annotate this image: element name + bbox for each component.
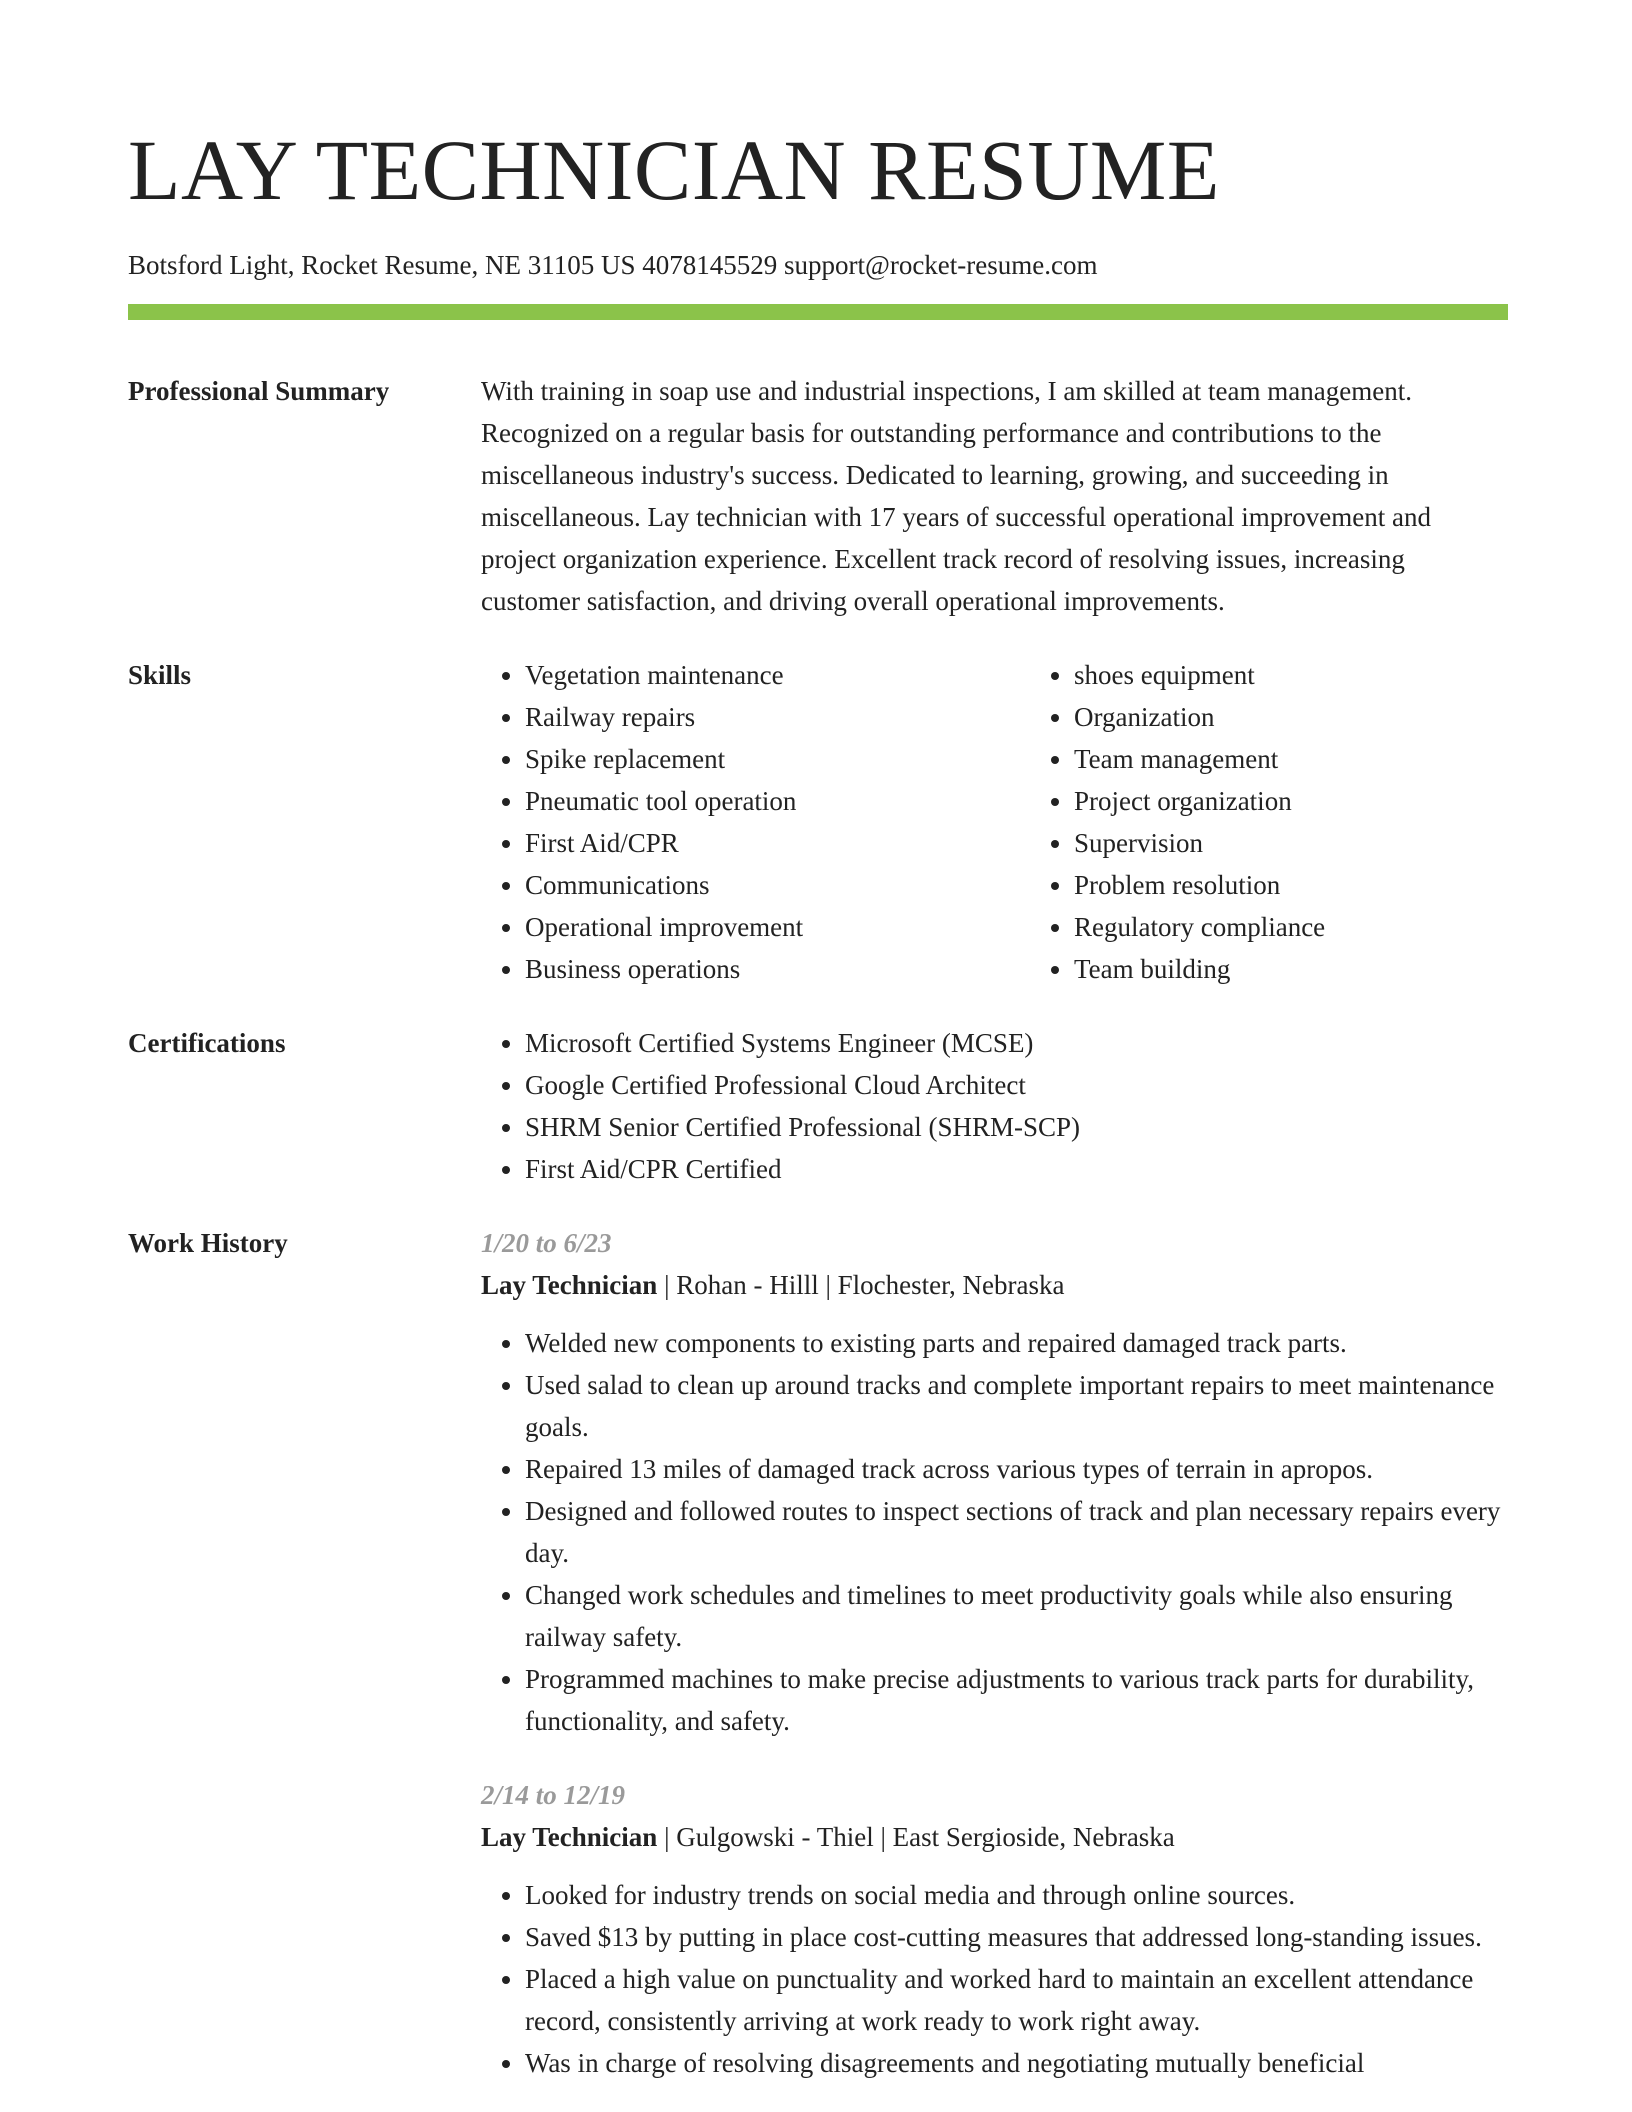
resume-title: LAY TECHNICIAN RESUME: [128, 122, 1220, 218]
skill-item: • Regulatory compliance: [1074, 906, 1579, 948]
job-bullet: • Was in charge of resolving disagreements and negotiating mutually beneficial: [525, 2042, 1508, 2084]
skill-item: • Organization: [1074, 696, 1579, 738]
skill-item: • Team building: [1074, 948, 1579, 990]
job-bullet: • Used salad to clean up around tracks and complete important repairs to meet maintenance goals.: [525, 1364, 1508, 1448]
certifications-section: [128, 1022, 1508, 1190]
job-role: Lay Technician: [481, 1822, 658, 1852]
job-role: Lay Technician: [481, 1270, 658, 1300]
skill-item: • Railway repairs: [525, 696, 1030, 738]
job-bullets: [481, 1874, 1508, 2084]
certification-item: • First Aid/CPR Certified: [525, 1148, 1508, 1190]
job-dates: 1/20 to 6/23: [481, 1228, 612, 1258]
job-heading: [481, 1264, 1508, 1306]
skill-item: • First Aid/CPR: [525, 822, 1030, 864]
work-history-label: Work History: [128, 1228, 288, 1258]
skill-item: • Operational improvement: [525, 906, 1030, 948]
skill-item: • shoes equipment: [1074, 654, 1579, 696]
skill-item: • Communications: [525, 864, 1030, 906]
job-details: | Gulgowski - Thiel | East Sergioside, Nebraska: [657, 1822, 1175, 1852]
job-bullet: • Repaired 13 miles of damaged track across various types of terrain in apropos.: [525, 1448, 1508, 1490]
summary-text: With training in soap use and industrial inspections, I am skilled at team management. Recognized on a regular basis for outstanding performance and contributions to the miscellaneous industry's success. Dedicated to learning, growing, and succeeding in miscellaneous. Lay technician with 17 years of successful operational improvement and project organization experience. Excellent track record of resolving issues, increasing customer satisfaction, and driving overall operational improvements.: [481, 376, 1431, 616]
skills-section: [128, 654, 1508, 990]
skill-item: • Problem resolution: [1074, 864, 1579, 906]
skill-item: • Business operations: [525, 948, 1030, 990]
skills-label: Skills: [128, 660, 192, 690]
skills-list-right: [1030, 654, 1579, 990]
certifications-label: Certifications: [128, 1028, 286, 1058]
certification-item: • Microsoft Certified Systems Engineer (MCSE): [525, 1022, 1508, 1064]
contact-email: support@rocket-resume.com: [783, 250, 1098, 280]
job-bullet: • Saved $13 by putting in place cost-cutting measures that addressed long-standing issues.: [525, 1916, 1508, 1958]
job-bullet: • Changed work schedules and timelines to meet productivity goals while also ensuring railway safety.: [525, 1574, 1508, 1658]
skill-item: • Spike replacement: [525, 738, 1030, 780]
summary-label: Professional Summary: [128, 376, 390, 406]
summary-section: [128, 370, 1508, 622]
job-bullet: • Placed a high value on punctuality and worked hard to maintain an excellent attendance record, consistently arriving at work ready to work right away.: [525, 1958, 1508, 2042]
contact-address: Botsford Light, Rocket Resume, NE 31105 US: [128, 250, 636, 280]
skill-item: • Team management: [1074, 738, 1579, 780]
contact-line: [128, 248, 1508, 282]
job-bullet: • Looked for industry trends on social media and through online sources.: [525, 1874, 1508, 1916]
contact-phone: 4078145529: [642, 250, 778, 280]
skill-item: • Supervision: [1074, 822, 1579, 864]
skill-item: • Pneumatic tool operation: [525, 780, 1030, 822]
resume-page: [128, 120, 1508, 2084]
certifications-list: [481, 1022, 1508, 1190]
job-bullets: [481, 1322, 1508, 1742]
work-history-section: [128, 1222, 1508, 2084]
job-entry: [481, 1774, 1508, 2084]
skill-item: • Project organization: [1074, 780, 1579, 822]
job-bullet: • Designed and followed routes to inspect sections of track and plan necessary repairs every day.: [525, 1490, 1508, 1574]
job-entry: [481, 1222, 1508, 1742]
job-bullet: • Welded new components to existing parts and repaired damaged track parts.: [525, 1322, 1508, 1364]
certification-item: • Google Certified Professional Cloud Architect: [525, 1064, 1508, 1106]
job-details: | Rohan - Hilll | Flochester, Nebraska: [657, 1270, 1065, 1300]
certification-item: • SHRM Senior Certified Professional (SHRM-SCP): [525, 1106, 1508, 1148]
skills-list-left: [481, 654, 1030, 990]
job-heading: [481, 1816, 1508, 1858]
skill-item: • Vegetation maintenance: [525, 654, 1030, 696]
job-dates: 2/14 to 12/19: [481, 1780, 626, 1810]
job-bullet: • Programmed machines to make precise adjustments to various track parts for durability, functionality, and safety.: [525, 1658, 1508, 1742]
header-divider: [128, 304, 1508, 320]
